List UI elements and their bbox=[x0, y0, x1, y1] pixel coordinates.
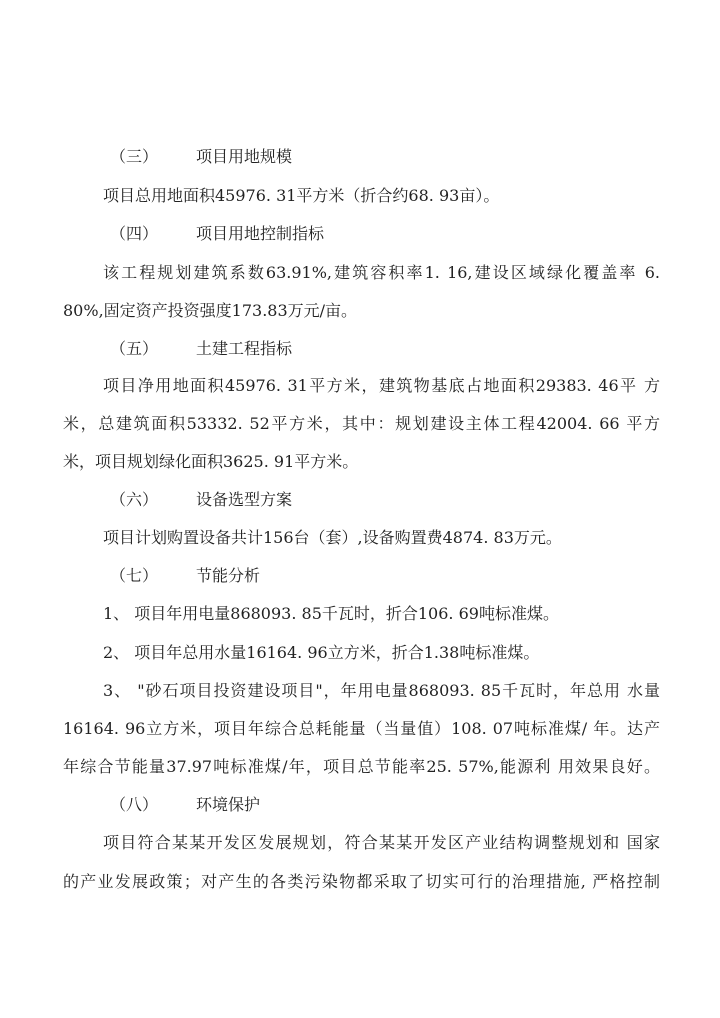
section-title: 节能分析 bbox=[196, 566, 261, 585]
section-title: 项目用地控制指标 bbox=[196, 224, 325, 243]
paragraph-text: 米，总建筑面积53332. 52平方米，其中：规划建设主体工程42004. 66 平方 bbox=[63, 414, 660, 433]
paragraph-text: 项目净用地面积45976. 31平方米，建筑物基底占地面积29383. 46平 方 bbox=[103, 376, 660, 395]
paragraph-line bbox=[0, 259, 720, 287]
paragraph-text: 米，项目规划绿化面积3625. 91平方米。 bbox=[63, 452, 359, 471]
list-item bbox=[0, 600, 720, 628]
paragraph-line bbox=[0, 524, 720, 552]
paragraph-text: 2、 项目年总用水量16164. 96立方米，折合1.38吨标准煤。 bbox=[103, 643, 540, 662]
section-title: 环境保护 bbox=[196, 795, 261, 814]
paragraph-text: 80%,固定资产投资强度173.83万元/亩。 bbox=[63, 301, 358, 320]
paragraph-line bbox=[0, 715, 720, 743]
paragraph-line bbox=[0, 868, 720, 896]
section-heading bbox=[0, 486, 720, 514]
paragraph-line bbox=[0, 410, 720, 438]
section-number: （四） bbox=[110, 224, 159, 243]
paragraph-text: 的产业发展政策；对产生的各类污染物都采取了切实可行的治理措施, 严格控制 bbox=[63, 872, 660, 891]
paragraph-line bbox=[0, 448, 720, 476]
section-title: 项目用地规模 bbox=[196, 147, 293, 166]
section-number: （五） bbox=[110, 339, 159, 358]
paragraph-text: 该工程规划建筑系数63.91%,建筑容积率1. 16,建设区域绿化覆盖率 6. bbox=[103, 263, 660, 282]
section-heading bbox=[0, 220, 720, 248]
paragraph-text: 项目符合某某开发区发展规划，符合某某开发区产业结构调整规划和 国家 bbox=[103, 833, 660, 852]
paragraph-text: 3、 "砂石项目投资建设项目"，年用电量868093. 85千瓦时，年总用 水量 bbox=[103, 681, 660, 700]
paragraph-line bbox=[0, 372, 720, 400]
section-heading bbox=[0, 562, 720, 590]
list-item bbox=[0, 677, 720, 705]
paragraph-text: 年综合节能量37.97吨标准煤/年，项目总节能率25. 57%,能源利 用效果良好。 bbox=[63, 757, 660, 776]
section-heading bbox=[0, 143, 720, 171]
paragraph-text: 16164. 96立方米，项目年综合总耗能量（当量值）108. 07吨标准煤/ 年。达产 bbox=[63, 719, 660, 738]
list-item bbox=[0, 639, 720, 667]
section-title: 设备选型方案 bbox=[196, 490, 293, 509]
paragraph-line bbox=[0, 297, 720, 325]
section-heading bbox=[0, 335, 720, 363]
paragraph-text: 1、 项目年用电量868093. 85千瓦时，折合106. 69吨标准煤。 bbox=[103, 604, 559, 623]
section-heading bbox=[0, 791, 720, 819]
paragraph-text: 项目计划购置设备共计156台（套）,设备购置费4874. 83万元。 bbox=[103, 528, 562, 547]
paragraph-line bbox=[0, 182, 720, 210]
section-title: 土建工程指标 bbox=[196, 339, 293, 358]
paragraph-text: 项目总用地面积45976. 31平方米（折合约68. 93亩）。 bbox=[103, 186, 500, 205]
section-number: （八） bbox=[110, 795, 159, 814]
section-number: （六） bbox=[110, 490, 159, 509]
paragraph-line bbox=[0, 829, 720, 857]
section-number: （三） bbox=[110, 147, 159, 166]
paragraph-line bbox=[0, 753, 720, 781]
section-number: （七） bbox=[110, 566, 159, 585]
